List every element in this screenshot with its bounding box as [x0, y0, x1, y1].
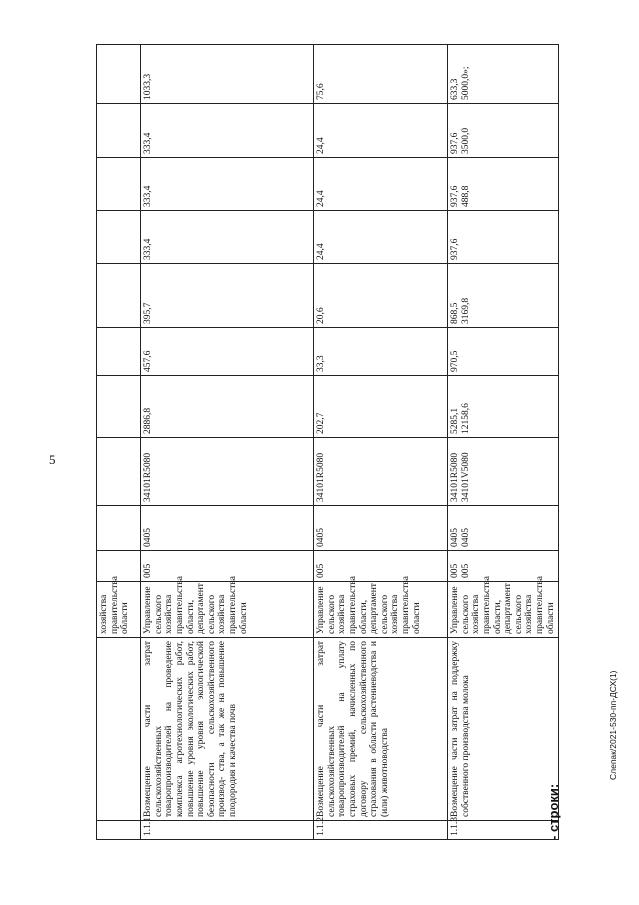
measure-description: Возмещение части затрат сельскохозяйственных товаропроизводителей на проведение комплекса агротехнологических работ, повышение уровня экологических работ, повышение уровня экологической безопасности сельскохозяйственного производ- ства, а так же на повышение плодородия и качества почв	[141, 638, 314, 821]
responsible-cell: Управление сельского хозяйства правительства области, департамент сельского хозяйства правительства области	[314, 582, 448, 638]
responsible-cell: хозяйства правительства области	[97, 582, 141, 638]
table-row	[314, 45, 448, 840]
grbs-code: 005	[314, 551, 448, 582]
value-cell: 970,5	[448, 328, 559, 376]
grbs-code: 005	[141, 551, 314, 582]
target-article-code: 34101R5080	[314, 438, 448, 506]
value-cell: 937,6 3500,0	[448, 104, 559, 158]
responsible-cell: Управление сельского хозяйства правительства области, департамент сельского хозяйства правительства области	[141, 582, 314, 638]
measure-description: Возмещение части затрат на поддержку собственного производства молока	[448, 638, 559, 821]
value-cell: 202,7	[314, 376, 448, 438]
value-cell: 333,4	[141, 104, 314, 158]
row-number: 1.1.3	[448, 821, 559, 840]
table-row	[97, 45, 141, 840]
total-cell: 75,6	[314, 45, 448, 104]
total-cell: 1033,3	[141, 45, 314, 104]
rotated-page-content	[96, 45, 562, 840]
value-cell: 395,7	[141, 264, 314, 328]
table-row	[448, 45, 559, 840]
budget-table	[96, 44, 559, 840]
table-row	[141, 45, 314, 840]
row-number: 1.1.2	[314, 821, 448, 840]
value-cell: 457,6	[141, 328, 314, 376]
section-code: 0405 0405	[448, 506, 559, 551]
responsible-cell: Управление сельского хозяйства правительства области, департамент сельского хозяйства правительства области	[448, 582, 559, 638]
section-code: 0405	[314, 506, 448, 551]
page-number: 5	[49, 452, 56, 467]
value-cell: 868,5 3169,8	[448, 264, 559, 328]
measure-description: Возмещение части затрат сельскохозяйственных товаропроизводителей на уплату страховых премий, начисленных по договору сельскохозяйственного страхования в области растениеводства и (или) животноводства	[314, 638, 448, 821]
total-cell: 633,3 5000,0»;	[448, 45, 559, 104]
rows-heading: - строки:	[546, 783, 561, 840]
value-cell: 2886,8	[141, 376, 314, 438]
value-cell: 937,6	[448, 211, 559, 264]
grbs-code: 005 005	[448, 551, 559, 582]
value-cell: 333,4	[141, 158, 314, 211]
value-cell: 20,6	[314, 264, 448, 328]
document-reference: Слепак/2021-530-пп-ДСХ(1)	[608, 670, 618, 780]
value-cell: 24,4	[314, 104, 448, 158]
value-cell: 24,4	[314, 158, 448, 211]
row-number: 1.1.1	[141, 821, 314, 840]
value-cell: 24,4	[314, 211, 448, 264]
value-cell: 937,6 488,8	[448, 158, 559, 211]
value-cell: 333,4	[141, 211, 314, 264]
section-code: 0405	[141, 506, 314, 551]
target-article-code: 34101R5080	[141, 438, 314, 506]
value-cell: 33,3	[314, 328, 448, 376]
value-cell: 5285,1 12158,6	[448, 376, 559, 438]
target-article-code: 34101R5080 34101V5080	[448, 438, 559, 506]
